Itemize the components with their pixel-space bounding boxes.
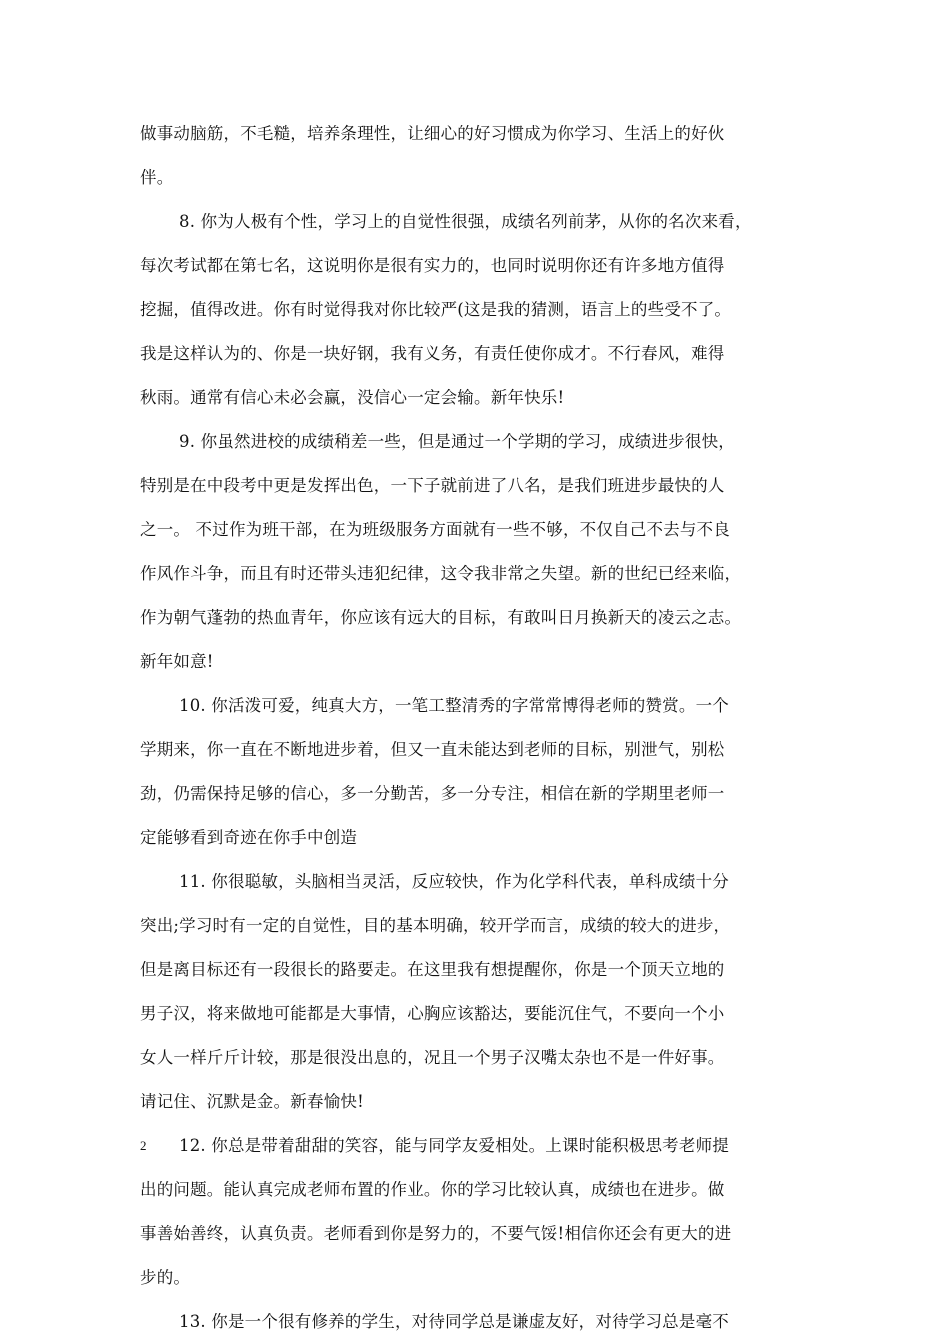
paragraph-11-start: 11. 你很聪敏，头脑相当灵活，反应较快，作为化学科代表，单科成绩十分 — [179, 872, 729, 891]
text-line: 之一。 不过作为班干部，在为班级服务方面就有一些不够，不仅自己不去与不良 — [140, 520, 730, 539]
text-line: 男子汉，将来做地可能都是大事情，心胸应该豁达，要能沉住气，不要向一个小 — [140, 1004, 725, 1023]
text-line: 秋雨。通常有信心未必会赢，没信心一定会输。新年快乐! — [140, 388, 565, 407]
text-line: 作为朝气蓬勃的热血青年，你应该有远大的目标，有敢叫日月换新天的凌云之志。 — [140, 608, 742, 627]
text-line: 劲，仍需保持足够的信心，多一分勤苦，多一分专注，相信在新的学期里老师一 — [140, 784, 725, 803]
text-line: 新年如意! — [140, 652, 214, 671]
text-line: 请记住、沉默是金。新春愉快! — [140, 1092, 364, 1111]
paragraph-12-start: 12. 你总是带着甜甜的笑容，能与同学友爱相处。上课时能积极思考老师提 — [179, 1136, 729, 1155]
text-line: 学期来，你一直在不断地进步着，但又一直未能达到老师的目标，别泄气，别松 — [140, 740, 725, 759]
text-line: 定能够看到奇迹在你手中创造 — [140, 828, 358, 847]
text-line: 伴。 — [140, 168, 174, 187]
text-line: 但是离目标还有一段很长的路要走。在这里我有想提醒你，你是一个顶天立地的 — [140, 960, 725, 979]
text-line: 挖掘，值得改进。你有时觉得我对你比较严(这是我的猜测，语言上的些受不了。 — [140, 300, 732, 319]
text-line: 我是这样认为的、你是一块好钢，我有义务，有责任使你成才。不行春风，难得 — [140, 344, 725, 363]
body-text — [140, 112, 830, 1344]
paragraph-8-start: 8. 你为人极有个性，学习上的自觉性很强，成绩名列前茅，从你的名次来看， — [179, 212, 752, 231]
paragraph-9-start: 9. 你虽然进校的成绩稍差一些，但是通过一个学期的学习，成绩进步很快， — [179, 432, 735, 451]
text-line: 出的问题。能认真完成老师布置的作业。你的学习比较认真，成绩也在进步。做 — [140, 1180, 725, 1199]
text-line: 女人一样斤斤计较，那是很没出息的，况且一个男子汉嘴太杂也不是一件好事。 — [140, 1048, 725, 1067]
text-line: 每次考试都在第七名，这说明你是很有实力的，也同时说明你还有许多地方值得 — [140, 256, 725, 275]
text-line: 作风作斗争，而且有时还带头违犯纪律，这令我非常之失望。新的世纪已经来临， — [140, 564, 742, 583]
page-number: 2 — [140, 1138, 147, 1153]
paragraph-13-start: 13. 你是一个很有修养的学生，对待同学总是谦虚友好，对待学习总是毫不 — [179, 1312, 729, 1331]
text-line: 事善始善终，认真负责。老师看到你是努力的，不要气馁!相信你还会有更大的进 — [140, 1224, 732, 1243]
text-line: 步的。 — [140, 1268, 191, 1287]
text-line: 突出;学习时有一定的自觉性，目的基本明确，较开学而言，成绩的较大的进步， — [140, 916, 731, 935]
text-line: 特别是在中段考中更是发挥出色，一下子就前进了八名，是我们班进步最快的人 — [140, 476, 725, 495]
paragraph-10-start: 10. 你活泼可爱，纯真大方，一笔工整清秀的字常常博得老师的赞赏。一个 — [179, 696, 729, 715]
text-line: 做事动脑筋，不毛糙，培养条理性，让细心的好习惯成为你学习、生活上的好伙 — [140, 124, 725, 143]
